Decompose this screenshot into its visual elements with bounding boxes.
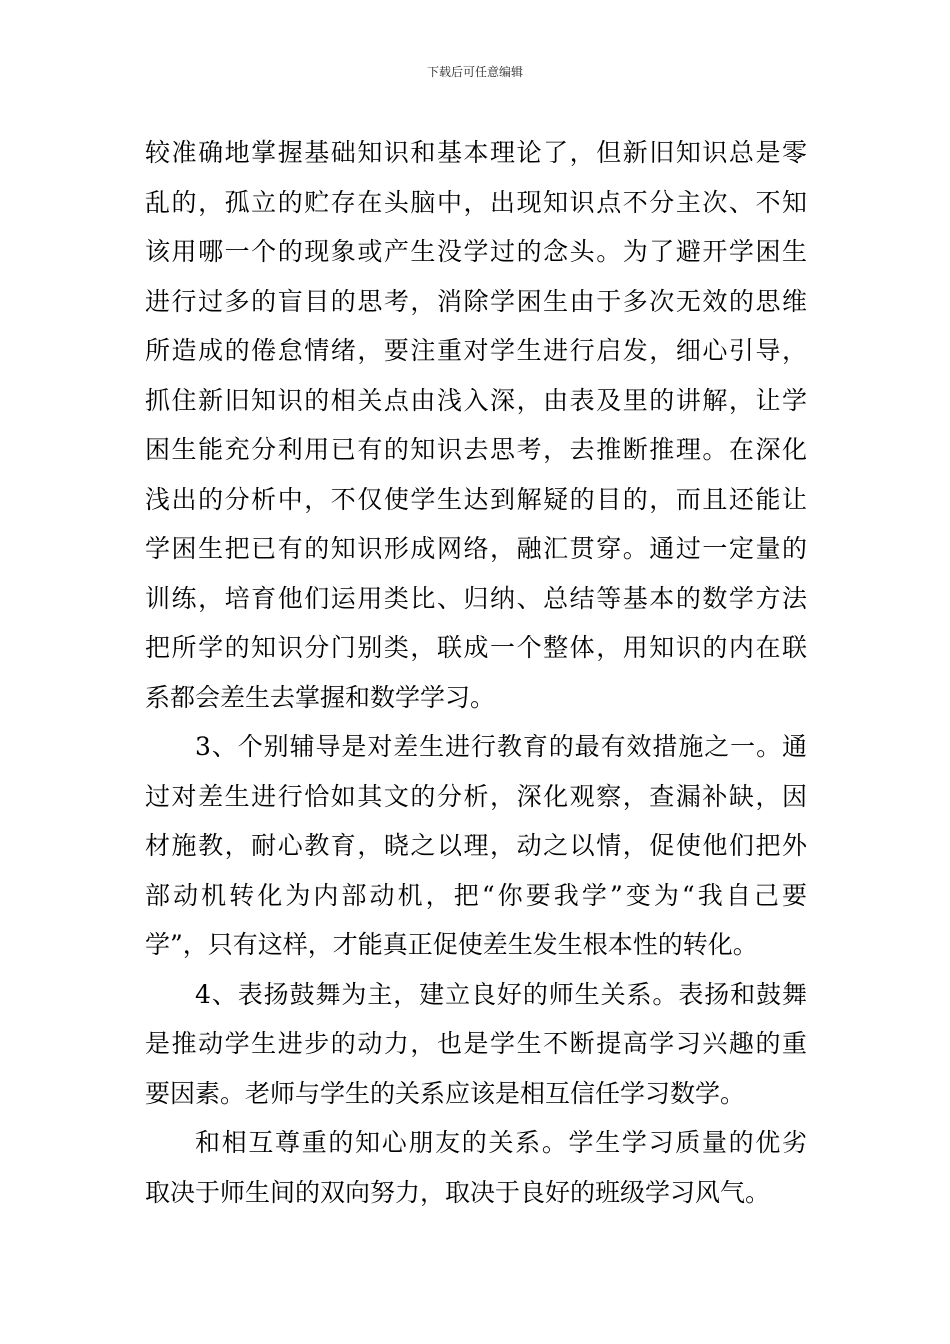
text-line: 学”，只有这样，才能真正促使差生发生根本性的转化。	[145, 930, 758, 959]
text-line: 取决于师生间的双向努力，取决于良好的班级学习风气。	[145, 1177, 771, 1207]
text-line: 抓住新旧知识的相关点由浅入深，由表及里的讲解，让学	[145, 385, 807, 415]
text-line: 部动机转化为内部动机，把“你要我学”变为“我自己要	[145, 880, 807, 910]
text-line: 和相互尊重的知心朋友的关系。学生学习质量的优劣	[195, 1128, 807, 1157]
text-line: 4、表扬鼓舞为主，建立良好的师生关系。表扬和鼓舞	[195, 979, 807, 1009]
text-line: 是推动学生进步的动力，也是学生不断提高学习兴趣的重	[145, 1029, 807, 1058]
text-line: 浅出的分析中，不仅使学生达到解疑的目的，而且还能让	[145, 484, 807, 514]
text-line: 把所学的知识分门别类，联成一个整体，用知识的内在联	[145, 633, 807, 662]
text-line: 学困生把已有的知识形成网络，融汇贯穿。通过一定量的	[145, 534, 807, 563]
text-line: 进行过多的盲目的思考，消除学困生由于多次无效的思维	[145, 286, 807, 316]
page-header: 下载后可任意编辑	[426, 65, 523, 79]
text-line: 材施教，耐心教育，晓之以理，动之以情，促使他们把外	[145, 831, 807, 860]
text-line: 过对差生进行恰如其文的分析，深化观察，查漏补缺，因	[145, 781, 807, 811]
text-line: 较准确地掌握基础知识和基本理论了，但新旧知识总是零	[145, 138, 807, 167]
text-line: 乱的，孤立的贮存在头脑中，出现知识点不分主次、不知	[145, 187, 807, 217]
text-line: 要因素。老师与学生的关系应该是相互信任学习数学。	[145, 1078, 746, 1108]
text-line: 训练，培育他们运用类比、归纳、总结等基本的数学方法	[145, 583, 807, 613]
body-text	[145, 128, 807, 1217]
text-line: 所造成的倦怠情绪，要注重对学生进行启发，细心引导，	[145, 336, 807, 365]
text-line: 系都会差生去掌握和数学学习。	[145, 682, 496, 712]
text-line: 该用哪一个的现象或产生没学过的念头。为了避开学困生	[145, 237, 807, 266]
text-line: 3、个别辅导是对差生进行教育的最有效措施之一。通	[195, 732, 807, 761]
text-line: 困生能充分利用已有的知识去思考，去推断推理。在深化	[145, 435, 807, 464]
